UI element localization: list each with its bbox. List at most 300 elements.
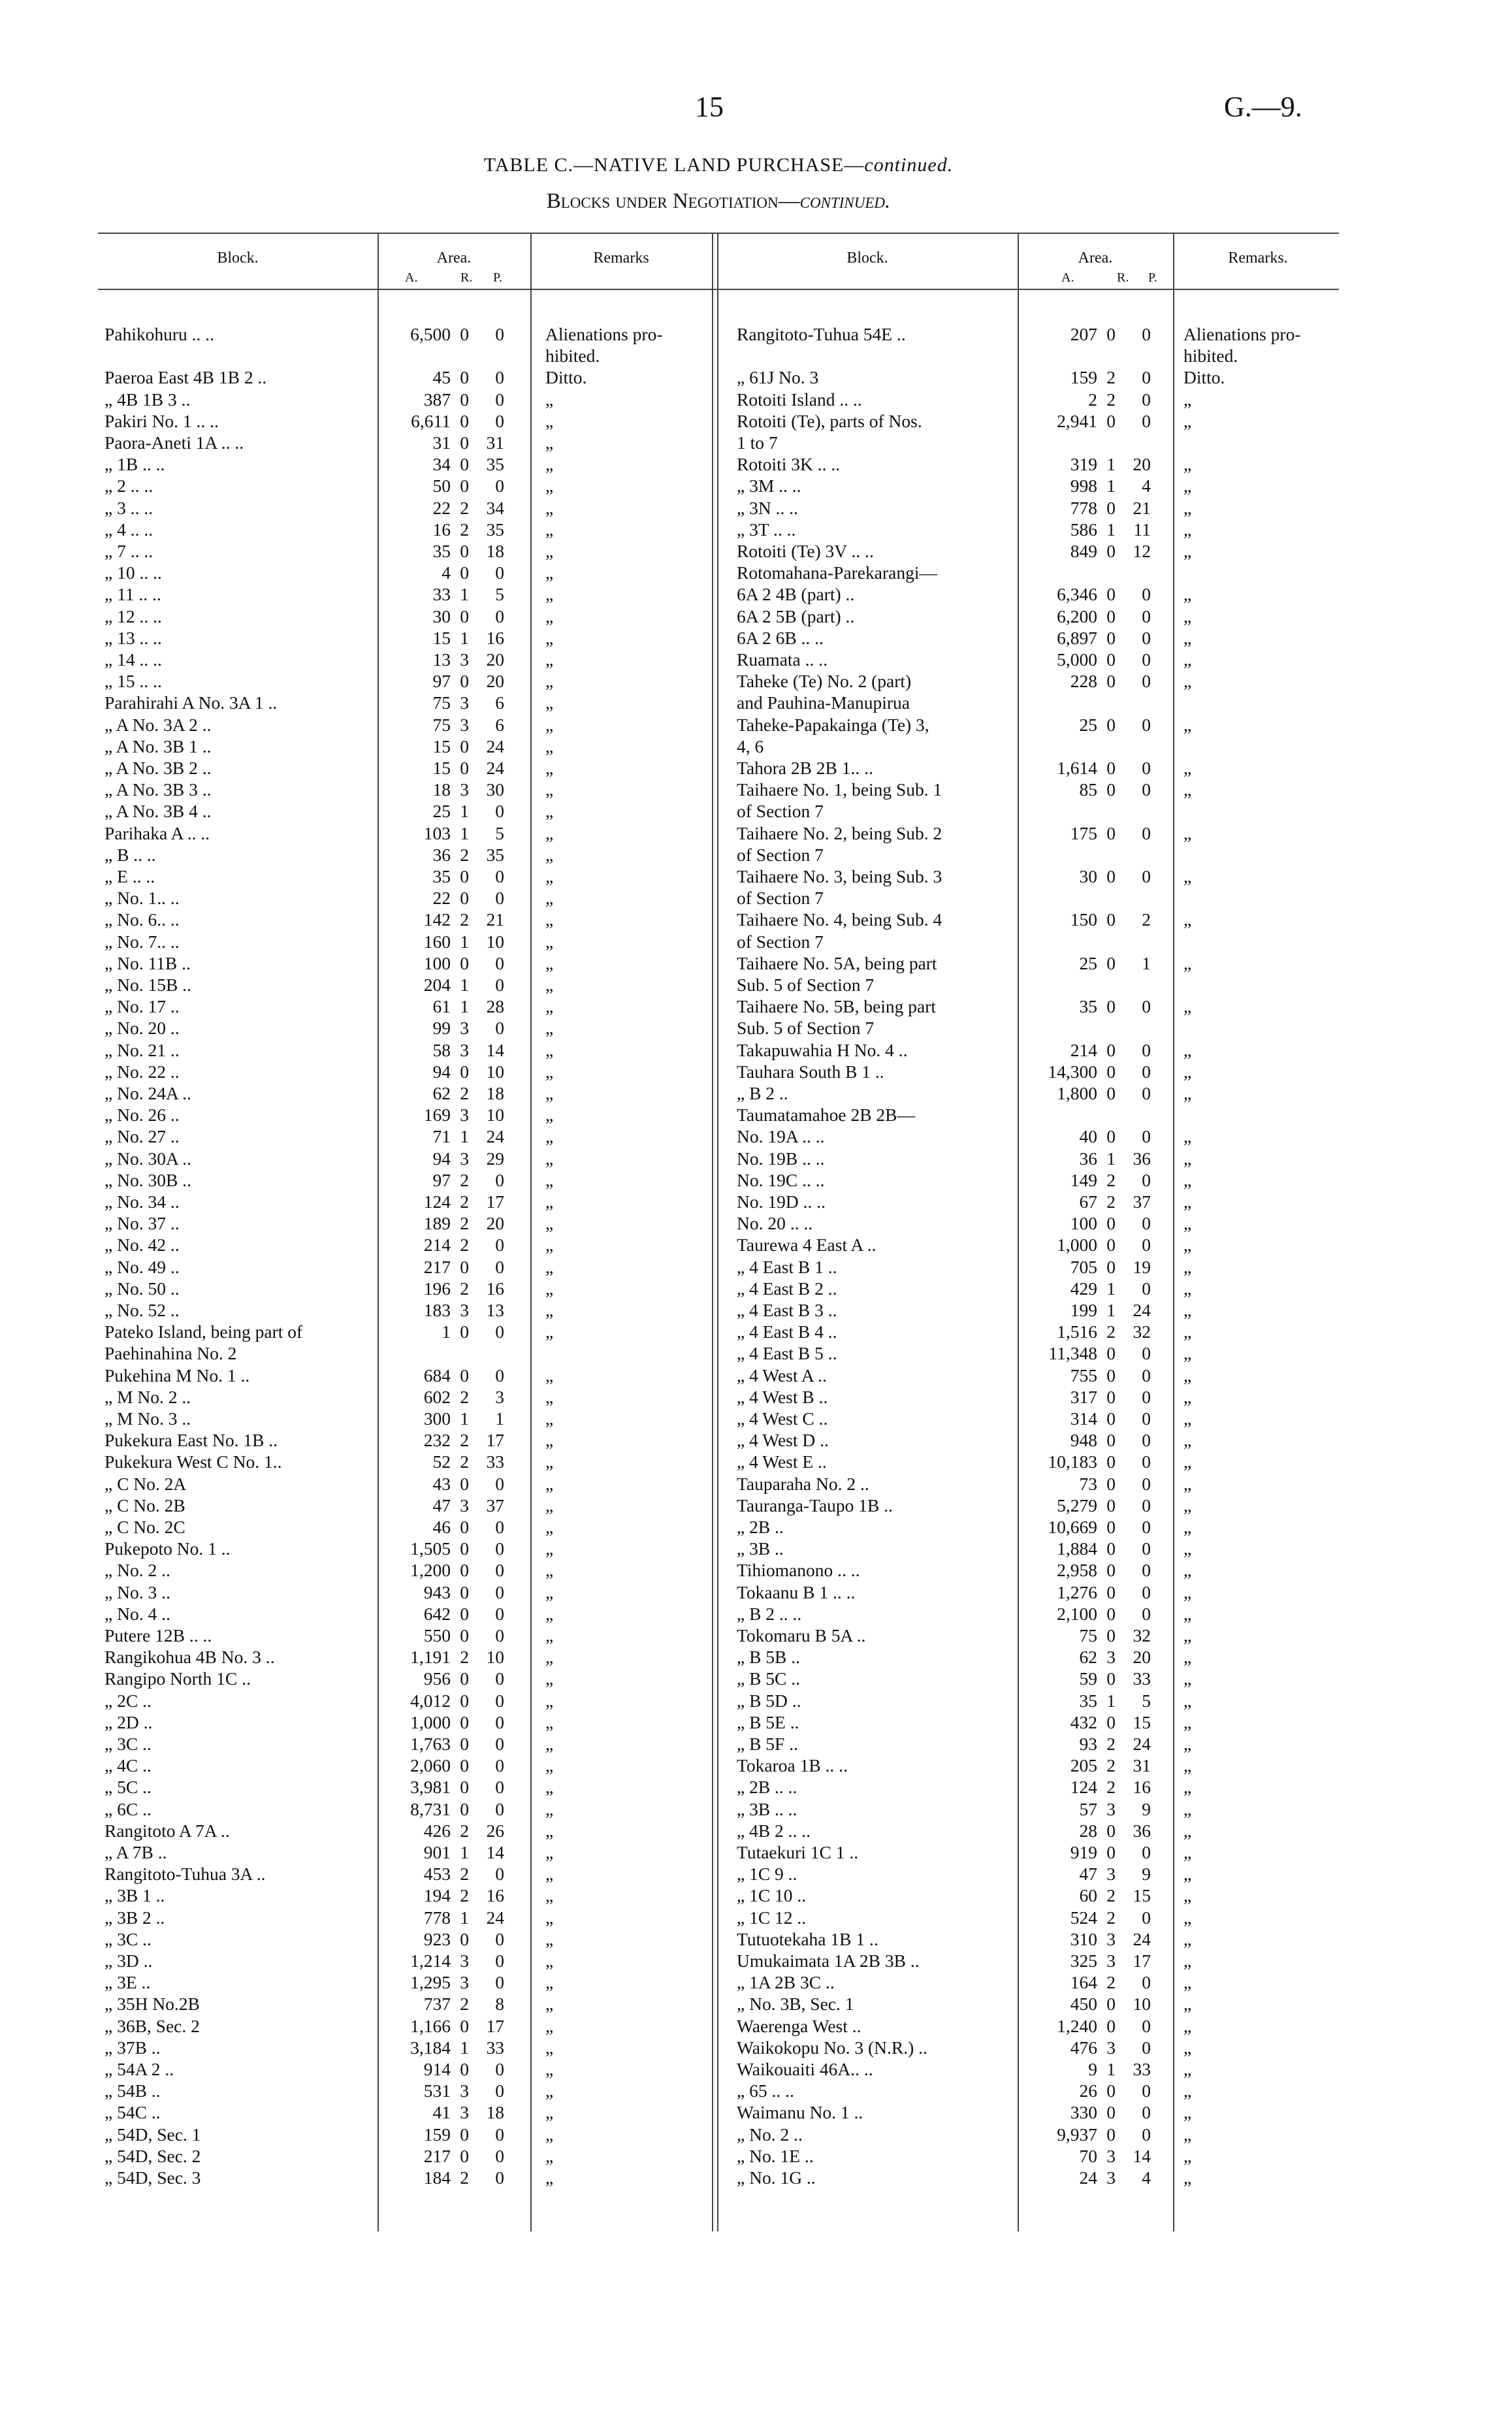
area-acres: 184 bbox=[423, 2167, 451, 2188]
table-row bbox=[0, 1928, 1512, 1950]
remarks: hibited. bbox=[545, 346, 600, 366]
remarks: „ bbox=[545, 692, 554, 713]
block-name: Taihaere No. 1, being Sub. 1 bbox=[737, 779, 942, 800]
area-roods: 0 bbox=[460, 476, 469, 496]
area-roods: 0 bbox=[460, 1755, 469, 1776]
area-perches: 0 bbox=[495, 1169, 504, 1190]
area-perches: 24 bbox=[1133, 1928, 1151, 1949]
remarks: Alienations pro- bbox=[1183, 324, 1301, 344]
remarks: Ditto. bbox=[1183, 367, 1225, 388]
remarks: „ bbox=[1183, 1647, 1192, 1668]
block-name: Tokomaru B 5A .. bbox=[737, 1625, 866, 1645]
table-row bbox=[0, 497, 1512, 519]
area-acres: 43 bbox=[432, 1473, 451, 1494]
block-name: of Section 7 bbox=[737, 888, 824, 909]
block-name: „ B 5D .. bbox=[737, 1690, 801, 1711]
area-perches: 0 bbox=[1142, 1603, 1151, 1624]
block-name: „ No. 17 .. bbox=[105, 996, 180, 1017]
area-acres: 524 bbox=[1070, 1907, 1097, 1928]
area-perches: 9 bbox=[1142, 1864, 1151, 1885]
area-roods: 3 bbox=[1106, 2167, 1116, 2188]
header-remarks: Remarks bbox=[593, 250, 649, 267]
area-perches: 0 bbox=[1142, 2081, 1151, 2101]
area-perches: 8 bbox=[495, 1994, 504, 2015]
area-acres: 1,000 bbox=[410, 1711, 451, 1732]
area-perches: 0 bbox=[1142, 1343, 1151, 1364]
table-row bbox=[0, 1342, 1512, 1364]
table-row bbox=[0, 2101, 1512, 2123]
table-row bbox=[0, 1668, 1512, 1689]
area-perches: 0 bbox=[495, 2145, 504, 2166]
area-perches: 14 bbox=[486, 1039, 504, 1060]
remarks: „ bbox=[545, 497, 554, 518]
area-perches: 31 bbox=[1133, 1755, 1151, 1776]
table-row bbox=[0, 779, 1512, 800]
block-name: „ 12 .. .. bbox=[105, 606, 162, 626]
block-name: Rotoiti (Te) 3V .. .. bbox=[737, 541, 874, 561]
area-acres: 2,941 bbox=[1057, 410, 1097, 431]
area-acres: 150 bbox=[1070, 909, 1097, 930]
area-roods: 0 bbox=[460, 1581, 469, 1602]
table-row bbox=[0, 323, 1512, 345]
table-row bbox=[0, 1148, 1512, 1169]
block-name: Pukekura East No. 1B .. bbox=[105, 1430, 278, 1451]
block-name: „ A No. 3A 2 .. bbox=[105, 714, 212, 735]
remarks: „ bbox=[1183, 909, 1192, 930]
area-acres: 642 bbox=[423, 1603, 451, 1624]
area-perches: 0 bbox=[495, 1711, 504, 1732]
block-name: „ A No. 3B 1 .. bbox=[105, 736, 212, 756]
table-row bbox=[0, 1061, 1512, 1082]
remarks: „ bbox=[1183, 1083, 1192, 1103]
block-name: „ 7 .. .. bbox=[105, 541, 153, 561]
area-perches: 24 bbox=[1133, 1300, 1151, 1320]
table-row bbox=[0, 974, 1512, 996]
remarks: Alienations pro- bbox=[545, 324, 663, 344]
area-acres: 1,000 bbox=[1057, 1235, 1097, 1256]
area-acres: 94 bbox=[432, 1148, 451, 1169]
area-roods: 0 bbox=[460, 1777, 469, 1798]
remarks: „ bbox=[1183, 1126, 1192, 1147]
block-name: 6A 2 6B .. .. bbox=[737, 627, 824, 648]
area-roods: 0 bbox=[1106, 1711, 1116, 1732]
area-acres: 1,200 bbox=[410, 1560, 451, 1581]
area-acres: 586 bbox=[1070, 519, 1097, 540]
area-roods: 0 bbox=[1106, 1668, 1116, 1689]
area-roods: 0 bbox=[1106, 497, 1116, 518]
block-name: „ 4B 1B 3 .. bbox=[105, 389, 191, 410]
block-name: Rotoiti (Te), parts of Nos. bbox=[737, 410, 922, 431]
area-roods: 2 bbox=[460, 1213, 469, 1234]
area-acres: 25 bbox=[432, 801, 451, 822]
area-acres: 159 bbox=[1070, 367, 1097, 388]
area-perches: 10 bbox=[486, 1061, 504, 1082]
remarks: „ bbox=[545, 779, 554, 800]
remarks: „ bbox=[1183, 1169, 1192, 1190]
block-name: Tokaroa 1B .. .. bbox=[737, 1755, 848, 1776]
area-perches: 20 bbox=[486, 1213, 504, 1234]
remarks: „ bbox=[545, 1126, 554, 1147]
block-name: „ No. 50 .. bbox=[105, 1278, 180, 1299]
block-name: „ B .. .. bbox=[105, 844, 156, 865]
area-acres: 778 bbox=[1070, 497, 1097, 518]
area-perches: 0 bbox=[495, 1928, 504, 1949]
area-roods: 3 bbox=[460, 1018, 469, 1039]
block-name: „ A No. 3B 3 .. bbox=[105, 779, 212, 800]
table-row bbox=[0, 1104, 1512, 1126]
area-acres: 5,279 bbox=[1057, 1495, 1097, 1515]
area-roods: 2 bbox=[460, 1386, 469, 1407]
area-perches: 0 bbox=[495, 1755, 504, 1776]
remarks: „ bbox=[545, 1625, 554, 1645]
area-acres: 330 bbox=[1070, 2102, 1097, 2123]
table-row bbox=[0, 909, 1512, 930]
area-roods: 0 bbox=[460, 2059, 469, 2079]
remarks: „ bbox=[1183, 1951, 1192, 1971]
area-roods: 3 bbox=[1106, 1864, 1116, 1885]
block-name: „ No. 1.. .. bbox=[105, 888, 180, 909]
remarks: „ bbox=[545, 1386, 554, 1407]
table-row bbox=[0, 453, 1512, 475]
remarks: „ bbox=[1183, 822, 1192, 843]
area-roods: 0 bbox=[460, 1928, 469, 1949]
area-acres: 325 bbox=[1070, 1951, 1097, 1971]
area-perches: 0 bbox=[1142, 1473, 1151, 1494]
header-rule-bottom bbox=[98, 289, 1339, 290]
remarks: „ bbox=[545, 1278, 554, 1299]
block-name: „ 4 East B 5 .. bbox=[737, 1343, 837, 1364]
area-acres: 142 bbox=[423, 909, 451, 930]
remarks: „ bbox=[545, 1300, 554, 1320]
block-name: Taihaere No. 5A, being part bbox=[737, 952, 937, 973]
remarks: „ bbox=[545, 649, 554, 670]
area-roods: 0 bbox=[1106, 996, 1116, 1017]
area-roods: 2 bbox=[460, 909, 469, 930]
remarks: „ bbox=[1183, 1538, 1192, 1559]
area-acres: 3,981 bbox=[410, 1777, 451, 1798]
remarks: „ bbox=[1183, 1148, 1192, 1169]
area-roods: 0 bbox=[460, 1321, 469, 1342]
remarks: „ bbox=[1183, 1994, 1192, 2015]
remarks: „ bbox=[545, 1907, 554, 1928]
remarks: „ bbox=[545, 1538, 554, 1559]
block-name: Parihaka A .. .. bbox=[105, 822, 210, 843]
block-name: Waimanu No. 1 .. bbox=[737, 2102, 863, 2123]
area-perches: 0 bbox=[1142, 1235, 1151, 1256]
area-perches: 15 bbox=[1133, 1711, 1151, 1732]
area-perches: 24 bbox=[1133, 1734, 1151, 1754]
area-perches: 0 bbox=[495, 1625, 504, 1645]
area-roods: 2 bbox=[1106, 1321, 1116, 1342]
area-perches: 0 bbox=[495, 952, 504, 973]
block-name: „ 3C .. bbox=[105, 1928, 152, 1949]
area-acres: 194 bbox=[423, 1885, 451, 1906]
block-name: Rangipo North 1C .. bbox=[105, 1668, 251, 1689]
remarks: „ bbox=[1183, 2037, 1192, 2058]
area-perches: 4 bbox=[1142, 476, 1151, 496]
block-name: „ B 2 .. bbox=[737, 1083, 788, 1103]
area-roods: 0 bbox=[1106, 1061, 1116, 1082]
remarks: „ bbox=[1183, 1734, 1192, 1754]
area-roods: 0 bbox=[460, 2015, 469, 2036]
area-perches: 11 bbox=[1133, 519, 1151, 540]
block-name: „ A 7B .. bbox=[105, 1842, 167, 1862]
area-roods: 3 bbox=[460, 779, 469, 800]
area-roods: 0 bbox=[1106, 1083, 1116, 1103]
block-name: „ 3C .. bbox=[105, 1734, 152, 1754]
block-name: Taihaere No. 2, being Sub. 2 bbox=[737, 822, 942, 843]
area-acres: 684 bbox=[423, 1365, 451, 1385]
remarks: „ bbox=[545, 2059, 554, 2079]
table-row bbox=[0, 2145, 1512, 2167]
block-name: „ No. 2 .. bbox=[105, 1560, 170, 1581]
table-row bbox=[0, 887, 1512, 909]
area-acres: 1,516 bbox=[1057, 1321, 1097, 1342]
area-roods: 1 bbox=[460, 1126, 469, 1147]
block-name: „ No. 6.. .. bbox=[105, 909, 180, 930]
area-acres: 94 bbox=[432, 1061, 451, 1082]
area-roods: 2 bbox=[1106, 1734, 1116, 1754]
area-roods: 0 bbox=[460, 888, 469, 909]
area-roods: 3 bbox=[1106, 1798, 1116, 1819]
area-perches: 2 bbox=[1142, 909, 1151, 930]
block-name: „ No. 34 .. bbox=[105, 1191, 180, 1212]
area-acres: 10,183 bbox=[1048, 1451, 1097, 1472]
area-acres: 387 bbox=[423, 389, 451, 410]
table-row bbox=[0, 2058, 1512, 2080]
area-perches: 6 bbox=[495, 692, 504, 713]
area-roods: 0 bbox=[1106, 1603, 1116, 1624]
remarks: „ bbox=[545, 758, 554, 778]
area-roods: 2 bbox=[460, 1864, 469, 1885]
remarks: „ bbox=[545, 1864, 554, 1885]
area-perches: 0 bbox=[495, 1951, 504, 1971]
table-row bbox=[0, 1950, 1512, 1971]
table-row bbox=[0, 1234, 1512, 1256]
area-acres: 47 bbox=[432, 1495, 451, 1515]
remarks: „ bbox=[1183, 1755, 1192, 1776]
area-acres: 317 bbox=[1070, 1386, 1097, 1407]
block-name: Rotomahana-Parekarangi— bbox=[737, 562, 937, 583]
area-roods: 0 bbox=[460, 1560, 469, 1581]
area-roods: 0 bbox=[1106, 909, 1116, 930]
remarks: „ bbox=[545, 541, 554, 561]
area-roods: 0 bbox=[460, 2124, 469, 2145]
area-perches: 0 bbox=[1142, 1083, 1151, 1103]
area-perches: 35 bbox=[486, 844, 504, 865]
area-perches: 0 bbox=[495, 1864, 504, 1885]
area-roods: 0 bbox=[460, 1603, 469, 1624]
area-perches: 0 bbox=[1142, 1278, 1151, 1299]
remarks: „ bbox=[1183, 2145, 1192, 2166]
area-perches: 24 bbox=[486, 1126, 504, 1147]
remarks: hibited. bbox=[1183, 346, 1238, 366]
remarks: „ bbox=[1183, 389, 1192, 410]
area-acres: 943 bbox=[423, 1581, 451, 1602]
block-name: 1 to 7 bbox=[737, 432, 778, 453]
block-name: „ No. 37 .. bbox=[105, 1213, 180, 1234]
area-perches: 9 bbox=[1142, 1798, 1151, 1819]
table-row bbox=[0, 389, 1512, 410]
area-acres: 14,300 bbox=[1048, 1061, 1097, 1082]
remarks: „ bbox=[1183, 779, 1192, 800]
area-roods: 0 bbox=[460, 1668, 469, 1689]
area-perches: 10 bbox=[486, 931, 504, 952]
area-acres: 217 bbox=[423, 1256, 451, 1277]
area-roods: 0 bbox=[460, 1365, 469, 1385]
table-row bbox=[0, 345, 1512, 366]
area-acres: 85 bbox=[1079, 779, 1097, 800]
area-acres: 124 bbox=[1070, 1777, 1097, 1798]
unit-acres-right: A. bbox=[1061, 270, 1074, 285]
area-roods: 0 bbox=[460, 758, 469, 778]
area-acres: 13 bbox=[432, 649, 451, 670]
area-roods: 2 bbox=[1106, 1885, 1116, 1906]
area-acres: 232 bbox=[423, 1430, 451, 1451]
block-name: „ No. 3 .. bbox=[105, 1581, 170, 1602]
block-name: Pahikohuru .. .. bbox=[105, 324, 215, 344]
area-perches: 17 bbox=[486, 1191, 504, 1212]
area-acres: 169 bbox=[423, 1105, 451, 1126]
area-perches: 0 bbox=[495, 606, 504, 626]
area-acres: 204 bbox=[423, 975, 451, 995]
area-perches: 0 bbox=[1142, 324, 1151, 344]
remarks: „ bbox=[545, 1148, 554, 1169]
block-name: „ 3B .. bbox=[737, 1538, 784, 1559]
area-roods: 0 bbox=[1106, 1451, 1116, 1472]
remarks: „ bbox=[545, 844, 554, 865]
block-name: Tihiomanono .. .. bbox=[737, 1560, 860, 1581]
area-acres: 737 bbox=[423, 1994, 451, 2015]
area-perches: 0 bbox=[1142, 1581, 1151, 1602]
block-name: „ 13 .. .. bbox=[105, 627, 162, 648]
area-perches: 0 bbox=[1142, 627, 1151, 648]
area-acres: 36 bbox=[432, 844, 451, 865]
remarks: „ bbox=[1183, 454, 1192, 475]
area-roods: 3 bbox=[460, 1951, 469, 1971]
area-perches: 33 bbox=[486, 1451, 504, 1472]
area-roods: 0 bbox=[1106, 1517, 1116, 1537]
area-acres: 93 bbox=[1079, 1734, 1097, 1754]
block-name: Tahora 2B 2B 1.. .. bbox=[737, 758, 873, 778]
table-row bbox=[0, 1429, 1512, 1451]
header-area: Area. bbox=[436, 250, 472, 267]
remarks: „ bbox=[545, 1820, 554, 1841]
area-acres: 705 bbox=[1070, 1256, 1097, 1277]
remarks: „ bbox=[545, 1105, 554, 1126]
remarks: „ bbox=[1183, 671, 1192, 692]
area-roods: 0 bbox=[1106, 1256, 1116, 1277]
block-name: „ 3T .. .. bbox=[737, 519, 796, 540]
remarks: „ bbox=[545, 1451, 554, 1472]
area-acres: 10,669 bbox=[1048, 1517, 1097, 1537]
block-name: „ C No. 2A bbox=[105, 1473, 187, 1494]
area-perches: 13 bbox=[486, 1300, 504, 1320]
block-name: of Section 7 bbox=[737, 844, 824, 865]
area-perches: 0 bbox=[1142, 606, 1151, 626]
remarks: „ bbox=[545, 1842, 554, 1862]
area-acres: 2,100 bbox=[1057, 1603, 1097, 1624]
area-perches: 18 bbox=[486, 541, 504, 561]
area-acres: 1,166 bbox=[410, 2015, 451, 2036]
area-perches: 0 bbox=[495, 1734, 504, 1754]
area-acres: 61 bbox=[432, 996, 451, 1017]
table-row bbox=[0, 1082, 1512, 1104]
remarks: „ bbox=[1183, 476, 1192, 496]
area-perches: 35 bbox=[486, 454, 504, 475]
area-perches: 0 bbox=[495, 1603, 504, 1624]
area-acres: 755 bbox=[1070, 1365, 1097, 1385]
remarks: „ bbox=[545, 975, 554, 995]
area-acres: 2 bbox=[1088, 389, 1097, 410]
area-perches: 1 bbox=[495, 1408, 504, 1429]
area-acres: 28 bbox=[1079, 1820, 1097, 1841]
remarks: „ bbox=[1183, 1517, 1192, 1537]
block-name: Pateko Island, being part of bbox=[105, 1321, 303, 1342]
block-name: „ 4C .. bbox=[105, 1755, 152, 1776]
area-perches: 24 bbox=[486, 736, 504, 756]
block-name: Waikokopu No. 3 (N.R.) .. bbox=[737, 2037, 927, 2058]
block-name: „ 2D .. bbox=[105, 1711, 153, 1732]
remarks: „ bbox=[545, 1517, 554, 1537]
area-acres: 5,000 bbox=[1057, 649, 1097, 670]
table-row bbox=[0, 519, 1512, 540]
table-row bbox=[0, 931, 1512, 952]
header-area-right: Area. bbox=[1078, 250, 1113, 267]
remarks: „ bbox=[545, 606, 554, 626]
remarks: „ bbox=[545, 627, 554, 648]
table-row bbox=[0, 2080, 1512, 2101]
remarks: „ bbox=[545, 1560, 554, 1581]
area-acres: 11,348 bbox=[1048, 1343, 1097, 1364]
block-name: „ No. 4 .. bbox=[105, 1603, 170, 1624]
area-perches: 16 bbox=[1133, 1777, 1151, 1798]
area-acres: 196 bbox=[423, 1278, 451, 1299]
area-acres: 15 bbox=[432, 736, 451, 756]
area-roods: 0 bbox=[1106, 1994, 1116, 2015]
area-acres: 40 bbox=[1079, 1126, 1097, 1147]
remarks: „ bbox=[1183, 541, 1192, 561]
remarks: „ bbox=[1183, 584, 1192, 605]
area-roods: 2 bbox=[1106, 1907, 1116, 1928]
page-number: 15 bbox=[695, 91, 724, 123]
table-row bbox=[0, 1473, 1512, 1495]
area-perches: 36 bbox=[1133, 1820, 1151, 1841]
area-perches: 0 bbox=[495, 324, 504, 344]
block-name: „ 3E .. bbox=[105, 1972, 151, 1993]
block-name: Pukekura West C No. 1.. bbox=[105, 1451, 282, 1472]
block-name: „ 4 West A .. bbox=[737, 1365, 827, 1385]
area-roods: 0 bbox=[1106, 779, 1116, 800]
block-name: „ 4 East B 4 .. bbox=[737, 1321, 837, 1342]
area-roods: 3 bbox=[460, 1039, 469, 1060]
area-acres: 956 bbox=[423, 1668, 451, 1689]
area-roods: 0 bbox=[1106, 1538, 1116, 1559]
remarks: „ bbox=[1183, 1235, 1192, 1256]
unit-perches: P. bbox=[493, 270, 502, 285]
block-name: Parahirahi A No. 3A 1 .. bbox=[105, 692, 278, 713]
block-name: „ 54D, Sec. 1 bbox=[105, 2124, 201, 2145]
area-acres: 6,611 bbox=[411, 410, 451, 431]
area-roods: 2 bbox=[460, 1430, 469, 1451]
table-row bbox=[0, 432, 1512, 453]
area-roods: 2 bbox=[1106, 1777, 1116, 1798]
block-name: „ No. 3B, Sec. 1 bbox=[737, 1994, 854, 2015]
block-name: Waerenga West .. bbox=[737, 2015, 861, 2036]
table-row bbox=[0, 1365, 1512, 1386]
area-perches: 0 bbox=[1142, 649, 1151, 670]
area-acres: 214 bbox=[423, 1235, 451, 1256]
